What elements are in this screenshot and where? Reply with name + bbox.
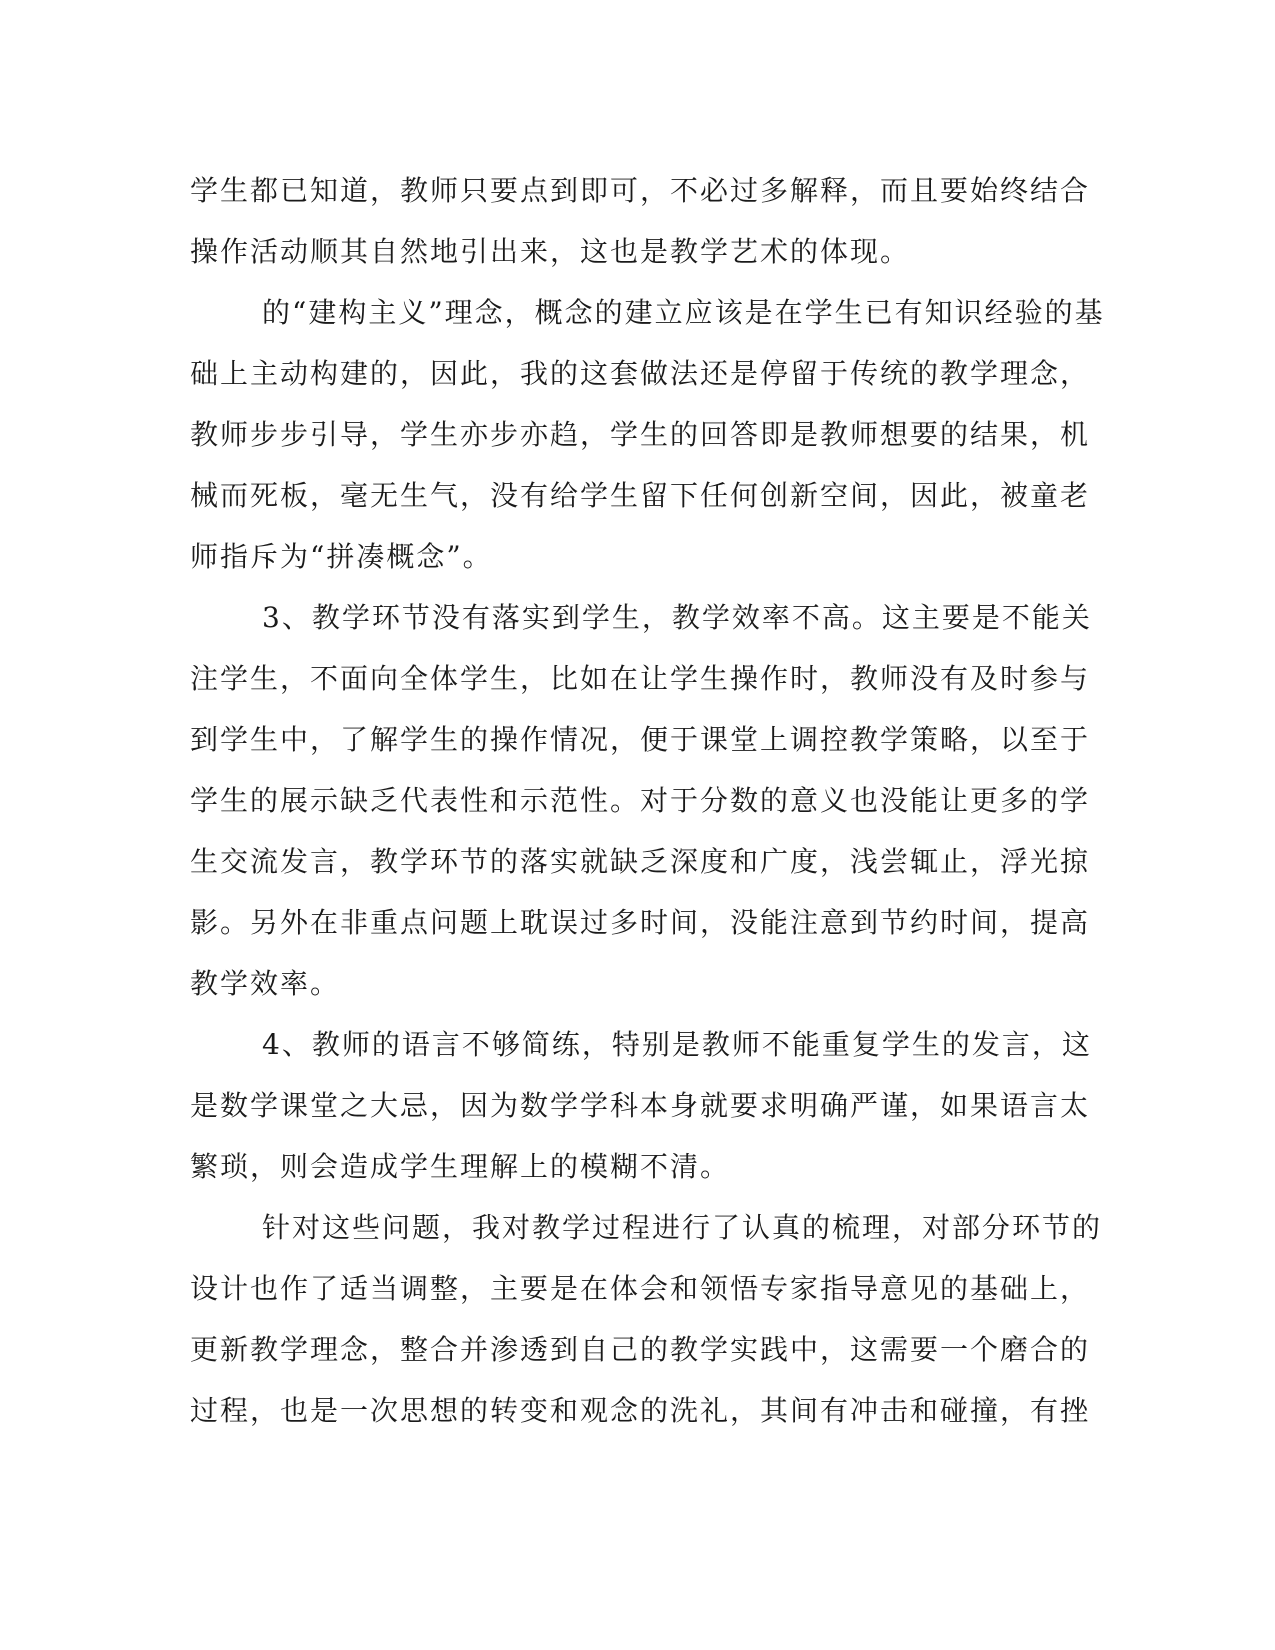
text-line: 学生都已知道，教师只要点到即可，不必过多解释，而且要始终结合: [190, 174, 1091, 207]
text-line: 的“建构主义”理念，概念的建立应该是在学生已有知识经验的基: [262, 296, 1105, 329]
text-line: 操作活动顺其自然地引出来，这也是教学艺术的体现。: [190, 235, 911, 268]
text-line: 繁琐，则会造成学生理解上的模糊不清。: [190, 1150, 731, 1183]
text-line: 更新教学理念，整合并渗透到自己的教学实践中，这需要一个磨合的: [190, 1333, 1091, 1366]
text-line: 3、教学环节没有落实到学生，教学效率不高。这主要是不能关: [262, 601, 1092, 634]
text-line: 注学生，不面向全体学生，比如在让学生操作时，教师没有及时参与: [190, 662, 1091, 695]
text-line: 影。另外在非重点问题上耽误过多时间，没能注意到节约时间，提高: [190, 906, 1091, 939]
body-text: [190, 160, 1105, 1441]
text-line: 是数学课堂之大忌，因为数学学科本身就要求明确严谨，如果语言太: [190, 1089, 1091, 1122]
text-line: 械而死板，毫无生气，没有给学生留下任何创新空间，因此，被童老: [190, 479, 1091, 512]
text-line: 到学生中，了解学生的操作情况，便于课堂上调控教学策略，以至于: [190, 723, 1091, 756]
text-line: 生交流发言，教学环节的落实就缺乏深度和广度，浅尝辄止，浮光掠: [190, 845, 1091, 878]
text-line: 教学效率。: [190, 967, 341, 1000]
text-line: 针对这些问题，我对教学过程进行了认真的梳理，对部分环节的: [262, 1211, 1103, 1244]
text-line: 师指斥为“拼凑概念”。: [190, 540, 493, 573]
text-line: 4、教师的语言不够简练，特别是教师不能重复学生的发言，这: [262, 1028, 1092, 1061]
text-line: 础上主动构建的，因此，我的这套做法还是停留于传统的教学理念，: [190, 357, 1091, 390]
text-line: 学生的展示缺乏代表性和示范性。对于分数的意义也没能让更多的学: [190, 784, 1091, 817]
text-line: 过程，也是一次思想的转变和观念的洗礼，其间有冲击和碰撞，有挫: [190, 1394, 1091, 1427]
text-line: 教师步步引导，学生亦步亦趋，学生的回答即是教师想要的结果，机: [190, 418, 1091, 451]
text-line: 设计也作了适当调整，主要是在体会和领悟专家指导意见的基础上，: [190, 1272, 1091, 1305]
